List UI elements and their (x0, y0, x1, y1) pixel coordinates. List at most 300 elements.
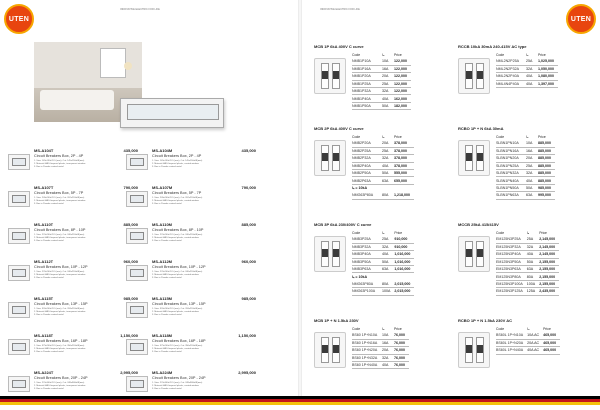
table-row (496, 280, 559, 287)
cell-amp: 10A AC (527, 332, 543, 339)
table-row (496, 332, 560, 339)
section-title: MCB 3P 6kA 230/400V C curve (314, 222, 372, 227)
product-thumbnail (126, 191, 148, 207)
product-specs: 1. Size: 145x150x70.5 (mm), Cut: 145x150x68(mm) 2. Material: ABS fireproof plastic, coated window 3. Box in Powder coated metal (152, 160, 203, 168)
product-price: 435,000 (123, 148, 138, 153)
table-row (352, 65, 411, 72)
product-code: MS-A112M (152, 259, 173, 264)
cell-code: EM125N3P40A (496, 251, 527, 258)
product-code: MS-A115M (152, 296, 173, 301)
cell-code: EM125N3P50A (496, 258, 527, 265)
cell-code: NMB3P50A (352, 258, 382, 265)
cell-amp: 125A (527, 288, 539, 295)
cell-code: EM125N3P80A (496, 273, 527, 280)
cell-price: 885,000 (538, 162, 555, 169)
cell-amp: 20A (526, 155, 538, 162)
cell-code: SLBN1PN63A (496, 192, 526, 199)
col-price-header: Price (394, 134, 402, 139)
section-title: MCB 1P 6kA 400V C curve (314, 44, 364, 49)
cell-code: BS60 1P+N16A (352, 339, 382, 346)
product-code: MS-A107T (34, 185, 54, 190)
product-specs: 1. Size: 276x200x70.5 (mm), Cut: 246x218x68(mm) 2. Material: ABS fireproof plastic, transparent window 3. Box in Powder coated metal (34, 271, 86, 279)
table-row (496, 273, 559, 280)
product-price: 960,000 (241, 259, 256, 264)
table-row (496, 80, 558, 87)
table-row (352, 88, 411, 95)
cell-amp: 40A (527, 251, 539, 258)
product-thumbnail (8, 376, 30, 392)
product-description: Circuit Breakers Box, 8P - 10P (34, 228, 86, 232)
cell-price: 985,000 (538, 184, 555, 191)
table-row (352, 266, 414, 273)
cell-price: 76,000 (394, 347, 409, 354)
table-row (352, 258, 414, 265)
cell-amp: 40A (526, 73, 538, 80)
col-price-header: Price (543, 326, 551, 331)
cell-price: 885,000 (538, 170, 555, 177)
cell-amp: 20A (382, 347, 394, 354)
cell-price: 122,000 (394, 73, 411, 80)
product-thumbnail (8, 339, 30, 355)
cell-price: 1,218,000 (394, 192, 414, 199)
col-amp-header: Iₙ (382, 326, 385, 331)
product-specs: 1. Size: 270x340x70.5 (mm), Cut: 248x368x68(mm) 2. Material: ABS fireproof plastic, transparent window 3. Box in Powder coated metal (34, 382, 86, 390)
product-specs: 1. Size: 205x200x70.5 (mm), Cut: 202x218x68(mm) 2. Material: ABS fireproof plastic, transparent window 3. Box in Powder coated metal (34, 197, 86, 205)
product-code: MS-A104M (152, 148, 173, 153)
uten-logo-right: UTEN (566, 4, 596, 34)
product-thumbnail (126, 376, 148, 392)
table-row (352, 170, 414, 177)
product-code: MS-A118T (34, 333, 54, 338)
cell-code: NMB1P32A (352, 88, 382, 95)
cell-amp: 20A AC (527, 339, 543, 346)
product-description: Circuit Breakers Box, 10P - 12P (152, 265, 206, 269)
cell-code: NMB2P50A (352, 170, 382, 177)
table-row (496, 288, 559, 295)
section-title: RCCB 10kA 30mA 240-415V AC type (458, 44, 527, 49)
price-table (496, 230, 559, 296)
breaker-image (314, 236, 346, 272)
cell-price: 655,000 (394, 177, 414, 184)
cell-amp: 25A (382, 80, 394, 87)
table-row (352, 58, 411, 65)
cell-amp: 63A (527, 266, 539, 273)
cell-code: NMB3P32A (352, 243, 382, 250)
product-description: Circuit Breakers Box, 8P - 10P (152, 228, 204, 232)
section-title: MCB 2P 6kA 400V C curve (314, 126, 364, 131)
cell-amp: 50A (527, 258, 539, 265)
product-description: Circuit Breakers Box, 13P - 15P (152, 302, 206, 306)
cell-price: 2,145,000 (539, 243, 559, 250)
cell-amp: 32A (382, 243, 394, 250)
cell-amp: 100A (382, 288, 394, 295)
cell-price: 2,155,000 (539, 258, 559, 265)
product-code: MS-A110M (152, 222, 173, 227)
cell-code: BS60 1P+N32A (352, 354, 382, 361)
cell-code: NMG63P100A (352, 288, 382, 295)
col-code-header: Code (496, 134, 505, 139)
product-code: MS-A110T (34, 222, 54, 227)
cell-amp: 32A (526, 170, 538, 177)
cell-price: 1,016,000 (394, 258, 414, 265)
product-thumbnail (126, 265, 148, 281)
cell-amp: 50A (526, 184, 538, 191)
product-price: 2,995,000 (238, 370, 256, 375)
cell-amp: 32A (526, 65, 538, 72)
cell-amp: 32A (382, 155, 394, 162)
cell-code: NMB1P50A (352, 102, 382, 109)
col-amp-header: Iₙ (526, 134, 529, 139)
cell-price: 76,000 (394, 339, 409, 346)
section-title: MCB 1P + N 1.5kA 230V (314, 318, 359, 323)
table-row (352, 280, 414, 287)
cell-price: 76,000 (394, 362, 409, 369)
product-item (152, 259, 262, 293)
col-code-header: Code (352, 134, 361, 139)
product-specs: 1. Size: 270x200x70.5 (mm), Cut: 246x218x68(mm) 2. Material: ABS fireproof plastic, transparent window 3. Box in Powder coated metal (34, 234, 86, 242)
cell-price: 555,000 (394, 170, 414, 177)
col-price-header: Price (538, 134, 546, 139)
table-row (352, 354, 409, 361)
cell-price: 2,435,000 (539, 288, 559, 295)
cell-price: 182,000 (394, 102, 411, 109)
section-note: Iₙ = 10kA (352, 186, 368, 191)
cell-amp: 40A (382, 162, 394, 169)
table-row (352, 162, 414, 169)
price-table (352, 134, 414, 200)
breaker-image (314, 332, 346, 368)
cell-code: SLBN1PN10A (496, 140, 526, 147)
product-price: 885,000 (123, 222, 138, 227)
cell-code: EM125N3P125A (496, 288, 527, 295)
table-row (496, 339, 560, 346)
cell-code: NML2N2P32A (496, 65, 526, 72)
table-row (352, 140, 414, 147)
col-price-header: Price (394, 326, 402, 331)
section-title: RCBO 1P + N 6kA 30mA (458, 126, 504, 131)
cell-amp: 32A (527, 243, 539, 250)
cell-amp: 40A (526, 80, 538, 87)
cell-code: BS60 1P+N20A (352, 347, 382, 354)
breaker-image (458, 332, 490, 368)
cell-code: EM125N3P100A (496, 280, 527, 287)
cell-price: 1,080,000 (538, 73, 558, 80)
cell-price: 1,397,000 (538, 80, 558, 87)
col-amp-header: Iₙ (526, 230, 530, 235)
table-row (352, 147, 414, 154)
table-row (352, 155, 414, 162)
uten-logo: UTEN (4, 4, 34, 34)
product-description: Circuit Breakers Box, 16P - 18P (34, 339, 88, 343)
right-page (300, 0, 600, 410)
table-row (352, 339, 409, 346)
cell-price: 910,000 (394, 243, 414, 250)
cell-code: SLBN1PN25A (496, 162, 526, 169)
cell-price: 122,000 (394, 88, 411, 95)
cell-price: 2,015,000 (394, 288, 414, 295)
table-row (352, 288, 414, 295)
table-row (496, 251, 559, 258)
product-thumbnail (8, 228, 30, 244)
table-row (352, 236, 414, 243)
cell-code: NML2N2P40A (496, 73, 526, 80)
cell-amp: 80A (382, 192, 394, 199)
breaker-image (458, 58, 490, 94)
price-table (496, 326, 560, 355)
cell-price: 465,000 (543, 347, 560, 354)
cell-code: NMG63P80A (352, 280, 382, 287)
cell-code: NML2N2P25A (496, 58, 526, 65)
cell-code: NMB3P25A (352, 236, 382, 243)
section-note: Iₙ = 10kA (352, 274, 368, 279)
cell-price: 122,000 (394, 65, 411, 72)
cell-code: NML4N4P40A (496, 80, 526, 87)
table-row (496, 140, 555, 147)
cell-amp: 40A (526, 177, 538, 184)
table-row (352, 243, 414, 250)
cell-amp: 32A (382, 354, 394, 361)
breaker-image (458, 140, 490, 176)
product-thumbnail (8, 302, 30, 318)
product-item (152, 222, 262, 256)
product-thumbnail (8, 191, 30, 207)
product-description: Circuit Breakers Box, 20P - 24P (34, 376, 88, 380)
cell-price: 1,050,000 (538, 65, 558, 72)
table-row (352, 95, 411, 102)
cell-price: 1,025,000 (538, 58, 558, 65)
product-price: 435,000 (241, 148, 256, 153)
cell-price: 378,000 (394, 140, 414, 147)
col-amp-header: Iₙ (526, 52, 529, 57)
cell-code: EM125N3P32A (496, 243, 527, 250)
cell-price: 2,155,000 (539, 266, 559, 273)
cell-code: SLBN1PN16A (496, 147, 526, 154)
cell-amp: 40A AC (527, 347, 543, 354)
cell-amp: 10A (382, 58, 394, 65)
product-specs: 1. Size: 320x200x70.5 (mm), Cut: 318x218x68(mm) 2. Material: ABS fireproof plastic, transparent window 3. Box in Powder coated metal (34, 308, 86, 316)
cell-code: NMB1P10A (352, 58, 382, 65)
product-specs: 1. Size: 205x200x70.5 (mm), Cut: 202x218x68(mm) 2. Material: ABS fireproof plastic, coated window 3. Box in Powder coated metal (152, 197, 203, 205)
cell-code: BS60L 1P+N10A (496, 332, 527, 339)
price-table (352, 230, 414, 296)
breaker-image (458, 236, 490, 272)
cell-price: 2,155,000 (539, 280, 559, 287)
cell-amp: 10A (526, 140, 538, 147)
col-price-header: Price (394, 52, 402, 57)
col-price-header: Price (538, 52, 546, 57)
section-title: RCBO 1P + N 1.5kA 230V AC (458, 318, 512, 323)
table-row (496, 65, 558, 72)
col-amp-header: Iₙ (382, 134, 385, 139)
cell-price: 465,000 (543, 332, 560, 339)
breaker-image (314, 140, 346, 176)
cell-amp: 25A (382, 236, 394, 243)
product-price: 2,995,000 (120, 370, 138, 375)
cell-price: 995,000 (538, 192, 555, 199)
cell-code: NMB3P40A (352, 251, 382, 258)
table-row (496, 155, 555, 162)
product-price: 790,000 (123, 185, 138, 190)
table-row (496, 177, 555, 184)
cell-price: 2,155,000 (539, 273, 559, 280)
cell-code: NMB2P20A (352, 140, 382, 147)
product-specs: 1. Size: 145x150x70.5 (mm), Cut: 145x150x68(mm) 2. Material: ABS fireproof plastic, transparent window 3. Box in Powder coated metal (34, 160, 86, 168)
cell-amp: 16A (526, 147, 538, 154)
breaker-box-hero-image (120, 98, 224, 128)
price-table (352, 326, 409, 369)
table-row (496, 184, 555, 191)
table-row (496, 58, 558, 65)
price-table (496, 52, 558, 88)
cell-price: 122,000 (394, 80, 411, 87)
product-thumbnail (8, 154, 30, 170)
product-item (152, 148, 262, 182)
product-thumbnail (126, 339, 148, 355)
cell-code: NMB2P32A (352, 155, 382, 162)
cell-code: BS60L 1P+N40A (496, 347, 527, 354)
product-price: 790,000 (241, 185, 256, 190)
cell-code: BS60 1P+N40A (352, 362, 382, 369)
cell-price: 122,000 (394, 58, 411, 65)
cell-amp: 40A (382, 95, 394, 102)
product-description: Circuit Breakers Box, 5P - 7P (34, 191, 84, 195)
product-price: 1,150,000 (238, 333, 256, 338)
col-code-header: Code (352, 230, 361, 235)
table-row (352, 80, 411, 87)
table-row (352, 73, 411, 80)
cell-amp: 63A (526, 192, 538, 199)
cell-amp: 10A (382, 332, 394, 339)
product-code: MS-A112T (34, 259, 54, 264)
product-thumbnail (126, 302, 148, 318)
cell-price: 76,000 (394, 332, 409, 339)
price-table (496, 134, 555, 200)
breaker-image (314, 58, 346, 94)
col-code-header: Code (352, 52, 361, 57)
cell-amp: 25A (526, 58, 538, 65)
table-row (352, 332, 409, 339)
cell-code: NMB2P25A (352, 147, 382, 154)
product-description: Circuit Breakers Box, 5P - 7P (152, 191, 202, 195)
col-code-header: Code (352, 326, 361, 331)
cell-code: NMB2P63A (352, 177, 382, 184)
product-price: 885,000 (241, 222, 256, 227)
table-row (496, 162, 555, 169)
header-tagline-right: INNOVATIVE ELECTRIC FOR LIFE (320, 8, 360, 11)
cell-code: EM125N3P25A (496, 236, 527, 243)
cell-code: EM125N3P63A (496, 266, 527, 273)
cell-amp: 100A (527, 280, 539, 287)
product-item (152, 185, 262, 219)
col-amp-header: Iₙ (382, 52, 385, 57)
table-row (496, 243, 559, 250)
product-specs: 1. Size: 276x200x70.5 (mm), Cut: 246x218x68(mm) 2. Material: ABS fireproof plastic, coated window 3. Box in Powder coated metal (152, 271, 203, 279)
product-item (152, 296, 262, 330)
product-price: 985,000 (123, 296, 138, 301)
cell-code: NMB3P63A (352, 266, 382, 273)
cell-code: NMG63P80A (352, 192, 382, 199)
col-code-header: Code (496, 52, 505, 57)
cell-price: 1,016,000 (394, 266, 414, 273)
cell-price: 2,145,000 (539, 251, 559, 258)
col-price-header: Price (394, 230, 403, 235)
table-row (496, 258, 559, 265)
table-row (496, 347, 560, 354)
cell-price: 465,000 (543, 339, 560, 346)
table-row (496, 236, 559, 243)
product-price: 960,000 (123, 259, 138, 264)
cell-price: 885,000 (538, 147, 555, 154)
cell-amp: 40A (382, 251, 394, 258)
col-code-header: Code (496, 326, 505, 331)
table-row (496, 147, 555, 154)
col-price-header: Price (539, 230, 547, 235)
cell-amp: 80A (527, 273, 539, 280)
cell-code: NMB1P40A (352, 95, 382, 102)
cell-amp: 25A (382, 147, 394, 154)
cell-price: 885,000 (538, 155, 555, 162)
table-row (352, 192, 414, 199)
product-code: MS-A104T (34, 148, 54, 153)
product-code: MS-A224M (152, 370, 173, 375)
product-code: MS-A224T (34, 370, 54, 375)
product-description: Circuit Breakers Box, 10P - 12P (34, 265, 88, 269)
cell-code: NMB2P40A (352, 162, 382, 169)
cell-amp: 50A (382, 170, 394, 177)
product-thumbnail (8, 265, 30, 281)
cell-amp: 25A (526, 162, 538, 169)
col-amp-header: Iₙ (527, 326, 530, 331)
table-row (352, 177, 414, 184)
cell-price: 378,000 (394, 162, 414, 169)
cell-amp: 80A (382, 280, 394, 287)
product-description: Circuit Breakers Box, 2P - 4P (152, 154, 202, 158)
product-description: Circuit Breakers Box, 2P - 4P (34, 154, 84, 158)
cell-amp: 20A (382, 73, 394, 80)
product-code: MS-A118M (152, 333, 173, 338)
cell-code: BS60 1P+N10A (352, 332, 382, 339)
cell-code: NMB1P25A (352, 80, 382, 87)
product-thumbnail (126, 228, 148, 244)
header-tagline: INNOVATIVE ELECTRIC FOR LIFE (120, 8, 160, 11)
table-row (496, 170, 555, 177)
table-row (352, 102, 411, 109)
cell-code: SLBN1PN32A (496, 170, 526, 177)
product-price: 1,150,000 (120, 333, 138, 338)
table-row (352, 251, 414, 258)
product-description: Circuit Breakers Box, 20P - 24P (152, 376, 206, 380)
cell-code: SLBN1PN50A (496, 184, 526, 191)
product-description: Circuit Breakers Box, 13P - 15P (34, 302, 88, 306)
cell-price: 162,000 (394, 95, 411, 102)
cell-price: 378,000 (394, 155, 414, 162)
table-row (496, 266, 559, 273)
product-specs: 1. Size: 375x200x70.5 (mm), Cut: 356x218x68(mm) 2. Material: ABS fireproof plastic, transparent window 3. Box in Powder coated metal (34, 345, 86, 353)
cell-price: 76,000 (394, 354, 409, 361)
table-row (496, 192, 555, 199)
cell-price: 885,000 (538, 140, 555, 147)
cell-price: 2,145,000 (539, 236, 559, 243)
cell-price: 910,000 (394, 236, 414, 243)
product-specs: 1. Size: 270x200x70.5 (mm), Cut: 246x218x68(mm) 2. Material: ABS fireproof plastic, coated window 3. Box in Powder coated metal (152, 234, 203, 242)
product-code: MS-A115T (34, 296, 54, 301)
cell-amp: 63A (382, 266, 394, 273)
cell-code: SLBN1PN20A (496, 155, 526, 162)
product-specs: 1. Size: 320x200x70.5 (mm), Cut: 318x218x68(mm) 2. Material: ABS fireproof plastic, coated window 3. Box in Powder coated metal (152, 308, 203, 316)
cell-amp: 16A (382, 339, 394, 346)
cell-code: NMB1P16A (352, 65, 382, 72)
product-specs: 1. Size: 375x200x70.5 (mm), Cut: 356x218x68(mm) 2. Material: ABS fireproof plastic, coated window 3. Box in Powder coated metal (152, 345, 203, 353)
